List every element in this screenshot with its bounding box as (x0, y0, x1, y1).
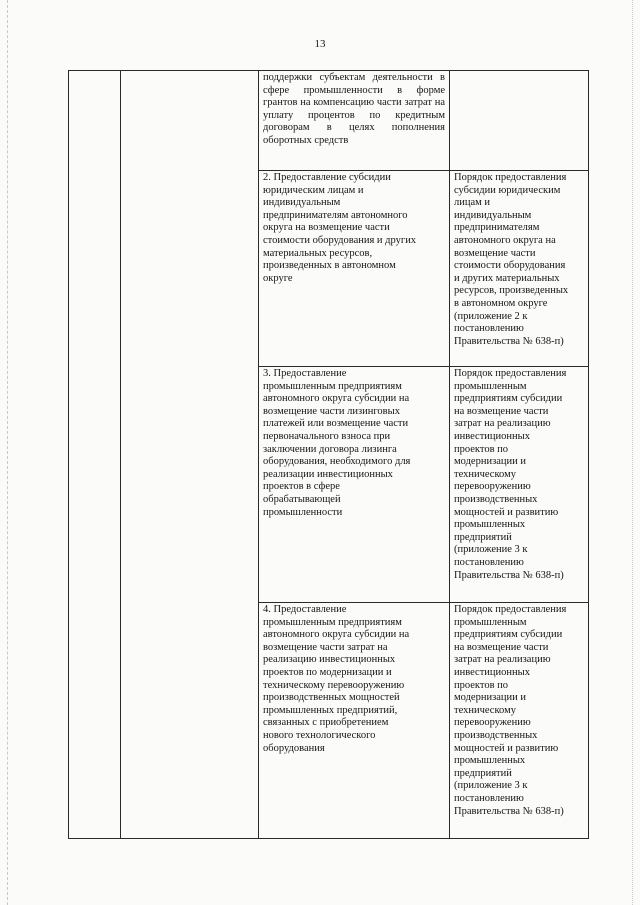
scan-edge-left (7, 0, 8, 905)
document-cell: Порядок предоставления субсидии юридическим лицам и индивидуальным предпринимателям автономного округа на возмещение части стоимости оборудования и других материальных ресурсов, произведенных в автономном округе (приложение 2 к постановлению Правительства № 638-п) (450, 171, 589, 367)
measure-cell: поддержки субъектам деятельности в сфере промышленности в форме грантов на компенсацию части затрат на уплату процентов по кредитным договорам в целях пополнения оборотных средств (259, 71, 450, 171)
program-column-cell (121, 71, 259, 839)
measures-table (68, 70, 589, 839)
document-cell: Порядок предоставления промышленным предприятиям субсидии на возмещение части затрат на реализацию инвестиционных проектов по модернизации и техническому перевооружению производственных мощностей и развитию промышленных предприятий (приложение 3 к постановлению Правительства № 638-п) (450, 603, 589, 839)
page-number: 13 (314, 38, 326, 50)
scan-edge-right (632, 0, 633, 905)
measure-cell: 2. Предоставление субсидии юридическим лицам и индивидуальным предпринимателям автономного округа на возмещение части стоимости оборудования и других материальных ресурсов, произведенных в автономном округе (259, 171, 450, 367)
number-column-cell (69, 71, 121, 839)
document-cell: Порядок предоставления промышленным предприятиям субсидии на возмещение части затрат на реализацию инвестиционных проектов по модернизации и техническому перевооружению производственных мощностей и развитию промышленных предприятий (приложение 3 к постановлению Правительства № 638-п) (450, 367, 589, 603)
document-cell (450, 71, 589, 171)
measure-cell: 4. Предоставление промышленным предприятиям автономного округа субсидии на возмещение части затрат на реализацию инвестиционных проектов по модернизации и техническому перевооружению производственных мощностей промышленных предприятий, связанных с приобретением нового технологического оборудования (259, 603, 450, 839)
table-row (69, 71, 589, 171)
measure-cell: 3. Предоставление промышленным предприятиям автономного округа субсидии на возмещение части лизинговых платежей или возмещение части первоначального взноса при заключении договора лизинга оборудования, необходимого для реализации инвестиционных проектов в сфере обрабатывающей промышленности (259, 367, 450, 603)
